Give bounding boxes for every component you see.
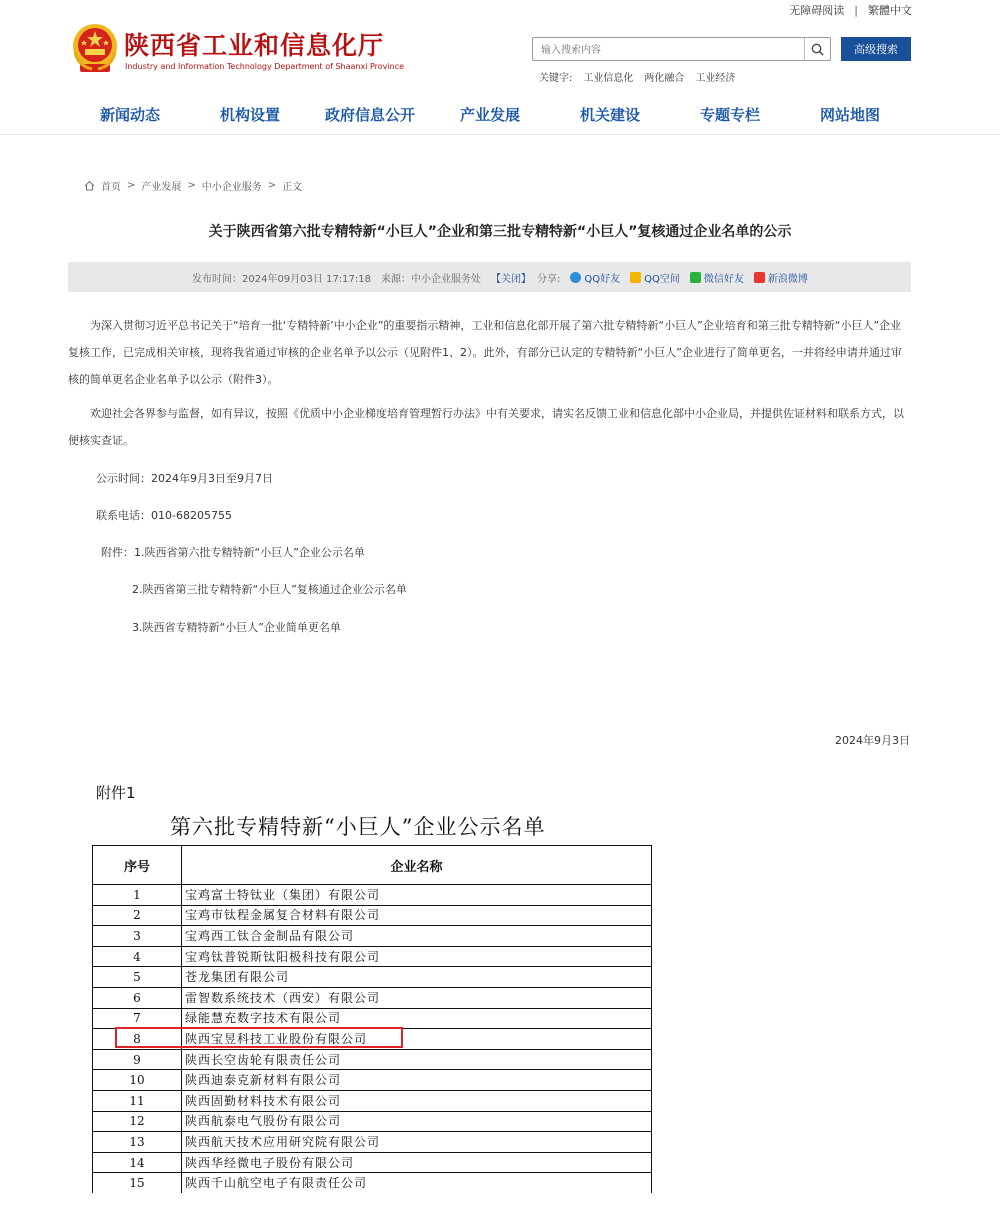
article-source: 来源：中小企业服务处 <box>381 273 481 285</box>
breadcrumb-separator: > <box>187 180 196 191</box>
share-label: 分享: <box>537 273 561 285</box>
traditional-chinese-link[interactable]: 繁體中文 <box>868 4 912 17</box>
column-header-number: 序号 <box>93 846 182 885</box>
share-label-text: QQ空间 <box>644 273 680 285</box>
company-name: 陕西航泰电气股份有限公司 <box>182 1111 652 1132</box>
company-name: 绿能慧充数字技术有限公司 <box>182 1008 652 1029</box>
table-row <box>93 1173 652 1194</box>
search-box <box>532 37 831 61</box>
nav-news[interactable]: 新闻动态 <box>99 106 160 124</box>
table-row <box>93 1029 652 1050</box>
breadcrumb-industry[interactable]: 产业发展 <box>141 182 182 193</box>
nav-sitemap[interactable]: 网站地图 <box>819 106 880 124</box>
company-name: 陕西航天技术应用研究院有限公司 <box>182 1132 652 1153</box>
keywords-label: 关键字: <box>539 73 573 84</box>
qzone-icon <box>630 272 641 283</box>
table-row <box>93 1152 652 1173</box>
article-paragraph-2: 欢迎社会各界参与监督，如有异议，按照《优质中小企业梯度培育管理暂行办法》中有关要求，请实名反馈工业和信息化部中小企业局，并提供佐证材料和联系方式，以便核实查证。 <box>68 407 904 447</box>
breadcrumb-separator: > <box>267 180 277 191</box>
nav-gov-info[interactable]: 政府信息公开 <box>324 106 415 124</box>
qq-icon <box>570 272 581 283</box>
weibo-icon <box>754 272 765 283</box>
nav-industry[interactable]: 产业发展 <box>459 106 520 124</box>
share-qq-friend[interactable] <box>570 270 620 285</box>
attachment-link-2[interactable]: 2.陕西省第三批专精特新“小巨人”复核通过企业公示名单 <box>132 583 407 596</box>
table-row <box>93 1090 652 1111</box>
company-name: 宝鸡富士特钛业（集团）有限公司 <box>182 885 652 906</box>
attachment-link-3[interactable]: 3.陕西省专精特新“小巨人”企业简单更名单 <box>132 621 341 634</box>
table-row <box>93 885 652 906</box>
article-title: 关于陕西省第六批专精特新“小巨人”企业和第三批专精特新“小巨人”复核通过企业名单的公示 <box>208 224 792 240</box>
site-title[interactable]: 陕西省工业和信息化厅 <box>124 31 385 60</box>
company-name: 宝鸡市钛程金属复合材料有限公司 <box>182 905 652 926</box>
table-header-row <box>93 846 652 885</box>
company-name: 陕西千山航空电子有限责任公司 <box>182 1173 652 1194</box>
company-name: 宝鸡西工钛合金制品有限公司 <box>182 926 652 947</box>
contact-phone: 联系电话：010-68205755 <box>96 509 232 522</box>
table-row <box>93 905 652 926</box>
attachment-label: 附件1 <box>96 784 136 802</box>
keyword-link[interactable]: 两化融合 <box>644 73 685 84</box>
main-nav <box>70 104 910 125</box>
table-body <box>93 885 652 1194</box>
share-label-text: 微信好友 <box>703 273 744 285</box>
row-number: 13 <box>93 1132 182 1153</box>
company-name: 陕西华经微电子股份有限公司 <box>182 1152 652 1173</box>
article-paragraph-1: 为深入贯彻习近平总书记关于“培育一批‘专精特新’中小企业”的重要指示精神，工业和信息化部开展了第六批专精特新“小巨人”企业培育和第三批专精特新“小巨人”企业复核工作，已完成相关审核，现将我省通过审核的企业名单予以公示（见附件1、2）。此外，有部分已认定的专精特新“小巨人”企业进行了简单更名，一并将经申请并通过审核的简单更名企业名单予以公示（附件3）。 <box>68 319 902 386</box>
home-icon <box>84 180 95 191</box>
company-name: 宝鸡钛普锐斯钛阳极科技有限公司 <box>182 946 652 967</box>
advanced-search-button[interactable]: 高级搜索 <box>841 37 911 61</box>
company-list-table <box>92 845 652 1193</box>
table-row <box>93 967 652 988</box>
breadcrumb <box>84 178 302 193</box>
site-title-en: Industry and Information Technology Department of Shaanxi Province <box>125 62 405 71</box>
company-name: 苍龙集团有限公司 <box>182 967 652 988</box>
breadcrumb-sme-service[interactable]: 中小企业服务 <box>201 182 262 193</box>
share-weibo[interactable] <box>754 270 808 285</box>
wechat-icon <box>690 272 701 283</box>
row-number: 12 <box>93 1111 182 1132</box>
search-icon <box>811 43 824 56</box>
share-label-text: 新浪微博 <box>767 273 808 285</box>
row-number: 7 <box>93 1008 182 1029</box>
top-links <box>789 2 912 18</box>
keyword-link[interactable]: 工业信息化 <box>583 73 634 84</box>
company-name: 陕西长空齿轮有限责任公司 <box>182 1049 652 1070</box>
company-name: 陕西迪泰克新材料有限公司 <box>182 1070 652 1091</box>
row-number: 8 <box>93 1029 182 1050</box>
table-row <box>93 1132 652 1153</box>
nav-party-building[interactable]: 机关建设 <box>579 106 640 124</box>
company-name: 陕西宝昱科技工业股份有限公司 <box>182 1029 652 1050</box>
table-row <box>93 987 652 1008</box>
article-meta-bar <box>68 262 911 292</box>
share-label-text: QQ好友 <box>584 273 621 285</box>
close-link[interactable]: 【关闭】 <box>491 273 531 285</box>
breadcrumb-current: 正文 <box>282 182 303 193</box>
share-wechat[interactable] <box>690 270 744 285</box>
share-qzone[interactable] <box>630 270 680 285</box>
row-number: 1 <box>93 885 182 906</box>
search-button[interactable] <box>804 38 830 60</box>
announcement-period: 公示时间：2024年9月3日至9月7日 <box>96 472 273 485</box>
row-number: 4 <box>93 946 182 967</box>
search-keywords <box>539 69 735 84</box>
table-row <box>93 1111 652 1132</box>
row-number: 5 <box>93 967 182 988</box>
breadcrumb-separator: > <box>127 180 136 191</box>
table-row <box>93 1049 652 1070</box>
accessibility-link[interactable]: 无障碍阅读 <box>789 4 845 17</box>
signature-date: 2024年9月3日 <box>835 734 910 747</box>
company-name: 陕西固勤材料技术有限公司 <box>182 1090 652 1111</box>
nav-organization[interactable]: 机构设置 <box>219 106 280 124</box>
column-header-company: 企业名称 <box>182 846 652 885</box>
row-number: 2 <box>93 905 182 926</box>
row-number: 3 <box>93 926 182 947</box>
divider: | <box>854 3 858 17</box>
company-name: 雷智数系统技术（西安）有限公司 <box>182 987 652 1008</box>
site-header <box>0 0 1000 135</box>
national-emblem-icon[interactable] <box>70 22 120 74</box>
table-row <box>93 1008 652 1029</box>
breadcrumb-home[interactable]: 首页 <box>101 182 121 193</box>
publish-time: 发布时间：2024年09月03日 17:17:18 <box>192 273 371 285</box>
search-input[interactable] <box>533 40 803 62</box>
table-row <box>93 946 652 967</box>
keyword-link[interactable]: 工业经济 <box>695 73 736 84</box>
attachment-link-1[interactable]: 附件：1.陕西省第六批专精特新“小巨人”企业公示名单 <box>101 546 365 559</box>
table-row <box>93 1070 652 1091</box>
row-number: 10 <box>93 1070 182 1091</box>
table-row <box>93 926 652 947</box>
row-number: 15 <box>93 1173 182 1194</box>
row-number: 6 <box>93 987 182 1008</box>
nav-special-topics[interactable]: 专题专栏 <box>699 106 760 124</box>
attachment-title: 第六批专精特新“小巨人”企业公示名单 <box>170 815 546 839</box>
row-number: 11 <box>93 1090 182 1111</box>
row-number: 9 <box>93 1049 182 1070</box>
row-number: 14 <box>93 1152 182 1173</box>
